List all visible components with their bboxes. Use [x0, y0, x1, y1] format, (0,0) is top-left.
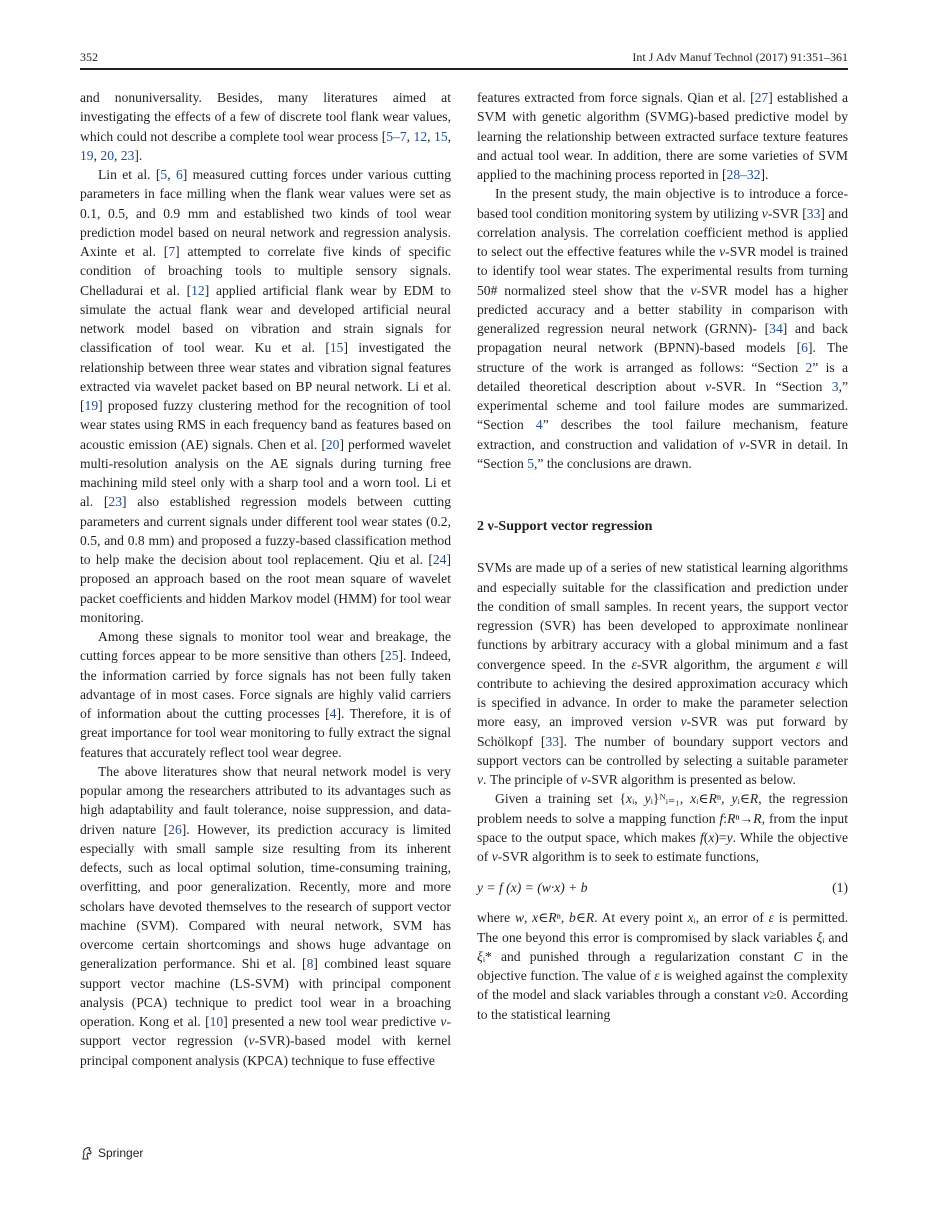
italic-symbol: f	[719, 810, 724, 826]
text-run: ] established a SVM with genetic algorithm (SVMG)-based predictive model by learning the relationship between extracted surface texture features and actual tool wear. In addition, there are some varieties of SVM applied to the machining process reported in [	[477, 90, 848, 182]
italic-symbol: ν	[705, 378, 712, 394]
text-run: ] and correlation analysis. The correlation coefficient method is applied to select out the effective features while the	[477, 205, 848, 259]
citation-link[interactable]: 26	[168, 821, 182, 837]
italic-symbol: C	[793, 948, 803, 964]
text-run: ᵢ and	[822, 929, 849, 945]
italic-symbol: ν	[719, 244, 726, 259]
citation-link[interactable]: 28–32	[726, 167, 761, 182]
equation-1	[477, 878, 848, 898]
text-run: ∈	[538, 910, 549, 926]
text-run: , from the input space to the output space, which makes	[477, 810, 848, 845]
text-run: ᵢ, an error of	[693, 910, 769, 926]
text-run: )=	[714, 829, 727, 845]
italic-symbol: w	[514, 910, 525, 926]
text-run: . While the objective of	[477, 829, 849, 864]
italic-symbol: y	[726, 829, 733, 845]
text-run: ,” experimental scheme and tool failure modes are summarized. “Section	[477, 378, 848, 433]
text-run: -support vector regression (	[80, 1014, 451, 1049]
text-run: The above literatures show that neural network model is very popular among the researchers attributed to its advantages such as high adaptability and fault tolerance, noise suppression, and data-driven nature [	[80, 763, 451, 837]
citation-link[interactable]: 6	[801, 340, 808, 356]
italic-symbol: ν	[690, 282, 697, 298]
italic-symbol: ν	[440, 1014, 447, 1029]
text-run: ]. The structure of the work is arranged as follows: “Section	[477, 340, 848, 375]
paragraph	[80, 762, 451, 1070]
text-run: ⁿ→	[735, 810, 754, 826]
italic-symbol: ν	[763, 987, 770, 1003]
paragraph	[80, 165, 451, 627]
header-rule	[80, 68, 848, 70]
text-run: -SVR algorithm, the argument	[636, 656, 816, 672]
text-run: -SVR was put forward by Schölkopf [	[477, 714, 848, 749]
text-run: ] attempted to correlate five kinds of specific condition of broaching tools to multiple sensory signals. Chelladurai et al. [	[80, 244, 451, 298]
text-run: -SVR in detail. In “Section	[477, 436, 848, 471]
text-run: (	[703, 829, 709, 845]
section-heading: 2 ν-Support vector regression	[477, 519, 653, 534]
citation-link[interactable]: 15	[434, 128, 448, 144]
text-run: -SVR model is trained to identify tool wear states. The experimental results from turning 50# normalized steel show that the	[477, 244, 848, 298]
paragraph	[80, 627, 451, 762]
italic-symbol: ξ	[477, 948, 483, 964]
italic-symbol: ε	[654, 968, 660, 983]
italic-symbol: R	[727, 810, 736, 826]
running-header	[80, 50, 848, 70]
italic-symbol: R	[708, 791, 717, 807]
italic-symbol: y	[731, 791, 738, 807]
italic-symbol: ν	[761, 205, 768, 221]
text-run: . At every point	[594, 910, 688, 926]
text-run: -SVR algorithm is presented as below.	[586, 772, 796, 787]
italic-symbol: x	[708, 829, 715, 845]
text-run: :	[723, 810, 728, 826]
springer-horse-icon	[80, 1146, 94, 1160]
italic-symbol: ξ	[816, 929, 823, 945]
text-run: ᵢ∈	[696, 791, 709, 807]
text-run: . The principle of	[483, 772, 581, 787]
text-run: , the regression problem needs to solve a mapping function	[477, 791, 848, 826]
equation-text: y = f (x) = (w·x) + b	[477, 880, 588, 896]
citation-link[interactable]: 4	[535, 417, 543, 433]
text-run: ] and back propagation neural network (BPNN)-based models [	[477, 321, 848, 356]
publisher-name: Springer	[98, 1146, 144, 1160]
text-run: Among these signals to monitor tool wear and breakage, the cutting forces appear to be more sensitive than others [	[80, 629, 451, 664]
text-run: ,” the conclusions are drawn.	[534, 455, 692, 471]
italic-symbol: ν	[491, 849, 498, 864]
italic-symbol: f	[700, 829, 704, 845]
text-run: ᵢ,	[632, 791, 645, 807]
text-run: -SVR [	[767, 205, 807, 221]
text-run: ,	[524, 910, 533, 926]
citation-link[interactable]: 7	[168, 244, 176, 259]
text-run: ].	[134, 147, 143, 163]
text-run: ]. The number of boundary support vectors and support vectors can be controlled by selecting a suitable parameter	[477, 733, 848, 768]
italic-symbol: R	[585, 910, 595, 926]
citation-link[interactable]: 24	[432, 552, 447, 567]
citation-link[interactable]: 8	[306, 956, 314, 972]
paragraph	[477, 558, 848, 789]
italic-symbol: ε	[768, 910, 775, 926]
italic-symbol: ε	[631, 656, 637, 672]
italic-symbol: x	[690, 791, 697, 807]
text-run: ” is a detailed theoretical description about	[477, 359, 848, 394]
text-run: ]. Indeed, the information carried by force signals has not been fully taken advantage of in most cases. Force signals are highly valid carriers of information about the cutting processes [	[80, 648, 451, 721]
italic-symbol: R	[548, 910, 557, 926]
citation-link[interactable]: 12	[413, 128, 428, 144]
text-run: ∈	[575, 910, 586, 926]
citation-link[interactable]: 23	[120, 147, 135, 163]
text-run: ] measured cutting forces under various cutting parameters in face milling when the flank wear values were set as 0.1, 0.5, and 0.9 mm and established two kinds of tool wear prediction model based on neural network and regression analysis. Axinte et al. [	[80, 167, 451, 259]
text-run: ⁿ,	[556, 910, 570, 926]
italic-symbol: ε	[815, 656, 821, 672]
text-run: -SVR model has a higher predicted accuracy and a better stability in comparison with generalized regression neural network (GRNN)- [	[477, 282, 848, 336]
text-run: in the objective function. The value of	[477, 948, 848, 983]
text-run: -SVR)-based model with kernel principal component analysis (KPCA) technique to fuse effective	[80, 1033, 452, 1068]
paragraph	[477, 908, 848, 1024]
citation-link[interactable]: 33	[806, 205, 821, 221]
text-run: ] proposed an approach based on the root mean square of wavelet packet coefficients and hidden Markov model (HMM) for tool wear monitoring.	[80, 552, 451, 625]
text-run: will contribute to achieving the desired approximation accuracy which is specified in advance. In order to make the parameter selection more easy, an improved version	[477, 656, 849, 730]
text-run: ] performed wavelet multi-resolution analysis on the AE signals during turning free machining mild steel only with a sharp tool and a worn tool. Li et al. [	[80, 436, 451, 510]
text-run: where	[477, 910, 515, 926]
citation-link[interactable]: 15	[329, 340, 344, 356]
citation-link[interactable]: 25	[384, 648, 399, 664]
equation-number: (1)	[832, 880, 848, 896]
citation-link[interactable]: 33	[545, 733, 560, 749]
citation-link[interactable]: 27	[754, 90, 769, 105]
text-run: Lin et al. [	[98, 167, 161, 182]
citation-link[interactable]: 5	[160, 167, 168, 182]
citation-link[interactable]: 23	[108, 494, 122, 510]
text-run: ,	[447, 128, 452, 144]
right-column	[477, 88, 848, 1024]
italic-symbol: y	[644, 791, 651, 807]
text-run: ᵢ∈	[737, 791, 750, 807]
citation-link[interactable]: 34	[769, 321, 783, 336]
italic-symbol: x	[626, 791, 633, 807]
text-run: ᵢ}ᴺᵢ₌₁,	[650, 791, 691, 807]
text-run: ]. Therefore, it is of great importance for tool wear monitoring to fully extract the signal features that accurately reflect tool wear degree.	[80, 706, 452, 760]
italic-symbol: R	[749, 791, 759, 807]
text-run: ] applied artificial flank wear by EDM to simulate the actual flank wear and developed artificial neural network model based on vibration and strain signals for classification of tool wear. Ku et al. [	[80, 282, 451, 356]
citation-link[interactable]: 12	[191, 282, 205, 298]
text-run: ]. However, its prediction accuracy is limited especially with small sample size resulting from its inherent defects, such as local optimal solution, time-consuming training, overfitting, and poor generalization. Recently, more and more scholars have devoted themselves to the research of support vector machine (SVM). Compared with neural network, SVM has overcome certain shortcomings and shows huge advantage on generalization performance. Shi et al. [	[80, 821, 451, 972]
italic-symbol: ν	[248, 1033, 255, 1049]
citation-link[interactable]: 3	[831, 378, 839, 394]
text-run: SVMs are made up of a series of new statistical learning algorithms and especially suitable for the classification and prediction under the condition of small samples. In recent years, the support vector regression (SVR) has been developed to approximate nonlinear functions by arbitrary accuracy with a global minimum and a fast convergence speed. In the	[477, 560, 848, 672]
text-run: ] proposed fuzzy clustering method for the recognition of tool wear states using RMS in each frequency band as features based on acoustic emission (AE) signals. Chen et al. [	[80, 398, 451, 452]
text-run: ] investigated the relationship between three wear states and vibration signal features extracted via wavelet packet based on BP neural network. Li et al. [	[80, 340, 451, 413]
text-run: ,	[167, 167, 176, 182]
text-run: ] also established regression models between cutting parameters and current signals under different tool wear states (0.2, 0.5, and 0.8 mm) and proposed a fuzzy-based classification method to help make the decision about tool replacement. Qiu et al. [	[80, 494, 451, 567]
citation-link[interactable]: 6	[175, 167, 183, 182]
page-number: 352	[80, 50, 98, 64]
text-run: ,	[113, 147, 121, 163]
text-run: ,	[427, 128, 435, 144]
citation-link[interactable]: 5–7	[386, 128, 407, 144]
citation-link[interactable]: 2	[805, 359, 813, 375]
text-run: ] presented a new tool wear predictive	[223, 1014, 441, 1029]
citation-link[interactable]: 10	[209, 1014, 224, 1029]
italic-symbol: x	[687, 910, 694, 926]
citation-link[interactable]: 20	[100, 147, 114, 163]
text-run: ].	[760, 167, 769, 182]
text-run: -SVR algorithm is to seek to estimate functions,	[497, 849, 760, 864]
paragraph	[477, 184, 848, 473]
italic-symbol: R	[753, 810, 762, 826]
italic-symbol: ν	[580, 772, 587, 787]
italic-symbol: b	[569, 910, 576, 926]
paragraph	[80, 88, 451, 165]
text-run: ᵢ* and punished through a regularization constant	[482, 948, 794, 964]
citation-link[interactable]: 5	[527, 455, 535, 471]
text-run: ⁿ,	[716, 791, 732, 807]
text-run: ,	[406, 128, 414, 144]
text-run: ≥0. According to the statistical learning	[477, 987, 848, 1022]
citation-link[interactable]: 19	[80, 147, 94, 163]
italic-symbol: ν	[477, 772, 484, 787]
footer	[80, 1146, 143, 1160]
text-run: Given a training set {	[495, 791, 627, 807]
citation-link[interactable]: 19	[84, 398, 99, 413]
text-run: is permitted. The one beyond this error is compromised by slack variables	[477, 910, 849, 945]
citation-link[interactable]: 20	[325, 436, 340, 452]
journal-citation: Int J Adv Manuf Technol (2017) 91:351–361	[632, 50, 848, 64]
paragraph	[477, 88, 848, 184]
text-run: ” describes the tool failure mechanism, feature extraction, and construction and validation of	[477, 417, 848, 452]
text-run: and nonuniversality. Besides, many literatures aimed at investigating the effects of a few of discrete tool flank wear values, which could not describe a complete tool wear process [	[80, 90, 451, 144]
text-run: ,	[93, 147, 101, 163]
italic-symbol: ν	[680, 714, 687, 730]
text-run: ] combined least square support vector machine (LS-SVM) with principal component analysis (PCA) technique to predict tool wear in a broaching operation. Kong et al. [	[80, 956, 451, 1029]
citation-link[interactable]: 4	[329, 706, 337, 721]
text-run: is weighed against the complexity of the model and slack variables through a constant	[477, 968, 848, 1003]
italic-symbol: x	[532, 910, 539, 926]
text-run: In the present study, the main objective is to introduce a force-based tool condition monitoring system by utilizing	[477, 186, 848, 221]
paragraph	[477, 789, 848, 866]
text-run: -SVR. In “Section	[711, 378, 832, 394]
italic-symbol: ν	[739, 436, 746, 452]
left-column	[80, 88, 451, 1070]
text-run: features extracted from force signals. Qian et al. [	[477, 90, 755, 105]
